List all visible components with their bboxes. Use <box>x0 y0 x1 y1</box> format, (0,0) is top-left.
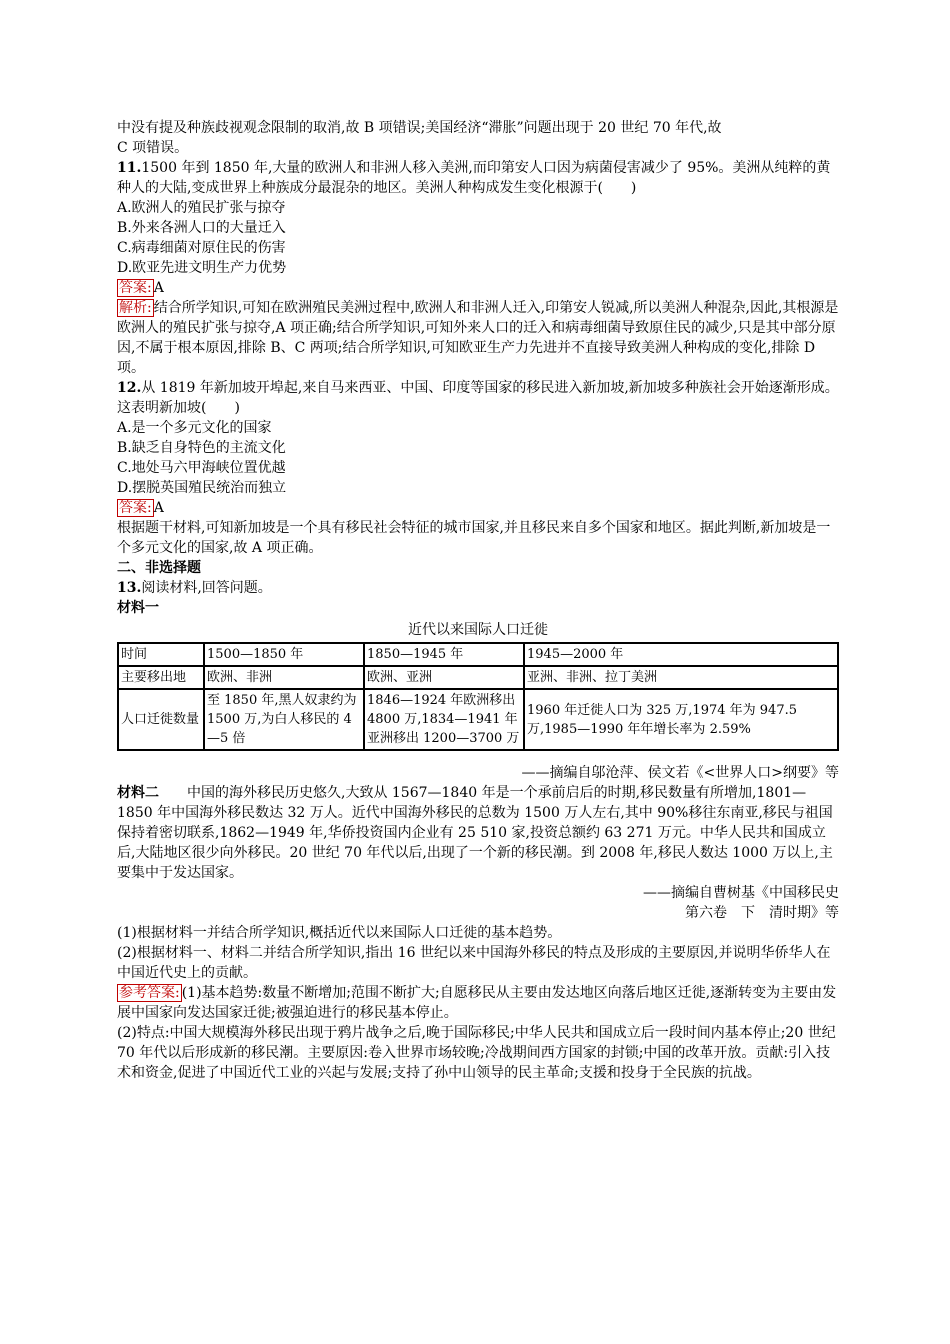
reference-answer-text: (1)基本趋势:数量不断增加;范围不断扩大;自愿移民从主要由发达地区向落后地区迁徙,逐渐转变为主要由发展中国家向发达国家迁徙;被强迫进行的移民基本停止。 <box>117 985 837 1021</box>
source-citation-2: ——摘编自曹树基《中国移民史 <box>643 885 839 901</box>
material-2 <box>117 783 839 883</box>
option-a: A.是一个多元文化的国家 <box>117 420 272 436</box>
question-stem: 1500 年到 1850 年,大量的欧洲人和非洲人移入美洲,而印第安人口因为病菌侵害减少了 95%。美洲从纯粹的黄种人的大陆,变成世界上种族成分最混杂的地区。美洲人种构成发生变化根源于( ) <box>117 160 831 196</box>
table-row <box>118 666 838 689</box>
question-number: 13. <box>117 580 142 596</box>
intro-line-1: 中没有提及种族歧视观念限制的取消,故 B 项错误;美国经济“滞胀”问题出现于 20 世纪 70 年代,故 <box>117 120 722 136</box>
intro-line-2: C 项错误。 <box>117 140 189 156</box>
material-2-label: 材料二 <box>117 785 159 801</box>
material-1-label: 材料一 <box>117 600 159 616</box>
option-d: D.欧亚先进文明生产力优势 <box>117 260 287 276</box>
question-12 <box>117 378 839 418</box>
answer-value: A <box>153 500 164 516</box>
question-11 <box>117 158 839 198</box>
reference-answer-label: 参考答案: <box>119 985 180 1001</box>
answer-line <box>117 498 839 518</box>
table-cell: 1945—2000 年 <box>524 643 838 666</box>
table-cell: 1850—1945 年 <box>364 643 524 666</box>
question-number: 12. <box>117 380 142 396</box>
table-row <box>118 689 838 750</box>
question-13 <box>117 578 839 598</box>
source-citation-1: ——摘编自邬沧萍、侯文若《<世界人口>纲要》等 <box>521 765 839 781</box>
migration-table <box>117 642 839 751</box>
option-d: D.摆脱英国殖民统治而独立 <box>117 480 287 496</box>
document-page <box>117 118 839 1083</box>
sub-question-1: (1)根据材料一并结合所学知识,概括近代以来国际人口迁徙的基本趋势。 <box>117 925 562 941</box>
table-cell: 人口迁徙数量 <box>118 689 204 750</box>
table-cell: 1960 年迁徙人口为 325 万,1974 年为 947.5 万,1985—1990 年年增长率为 2.59% <box>524 689 838 750</box>
table-cell: 亚洲、非洲、拉丁美洲 <box>524 666 838 689</box>
answer-label: 答案: <box>119 280 152 296</box>
table-cell: 至 1850 年,黑人奴隶约为 1500 万,为白人移民的 4—5 倍 <box>204 689 364 750</box>
question-number: 11. <box>117 160 142 176</box>
analysis-text: 结合所学知识,可知在欧洲殖民美洲过程中,欧洲人和非洲人迁入,印第安人锐减,所以美洲人种混杂,因此,其根源是欧洲人的殖民扩张与掠夺,A 项正确;结合所学知识,可知外来人口的迁入和病毒细菌导致原住民的减少,只是其中部分原因,不属于根本原因,排除 B、C 两项;结合所学知识,可知欧亚生产力先进并不直接导致美洲人种构成的变化,排除 D 项。 <box>117 300 839 376</box>
option-b: B.缺乏自身特色的主流文化 <box>117 440 286 456</box>
question-stem: 阅读材料,回答问题。 <box>141 580 272 596</box>
option-b: B.外来各洲人口的大量迁入 <box>117 220 286 236</box>
sub-question-2: (2)根据材料一、材料二并结合所学知识,指出 16 世纪以来中国海外移民的特点及形成的主要原因,并说明华侨华人在中国近代史上的贡献。 <box>117 945 831 981</box>
answer-line <box>117 278 839 298</box>
reference-answer-2: (2)特点:中国大规模海外移民出现于鸦片战争之后,晚于国际移民;中华人民共和国成立后一段时间内基本停止;20 世纪 70 年代以后形成新的移民潮。主要原因:卷入世界市场较晚;冷战期间西方国家的封锁;中国的改革开放。贡献:引入技术和资金,促进了中国近代工业的兴起与发展;支持了孙中山领导的民主革命;支援和投身于全民族的抗战。 <box>117 1025 836 1081</box>
table-title: 近代以来国际人口迁徙 <box>408 622 548 638</box>
analysis-line <box>117 298 839 378</box>
answer-value: A <box>153 280 164 296</box>
answer-label: 答案: <box>119 500 152 516</box>
reference-answer-1 <box>117 983 839 1023</box>
option-c: C.病毒细菌对原住民的伤害 <box>117 240 286 256</box>
table-row <box>118 643 838 666</box>
section-heading: 二、非选择题 <box>117 560 201 576</box>
table-cell: 1846—1924 年欧洲移出 4800 万,1834—1941 年亚洲移出 1200—3700 万 <box>364 689 524 750</box>
question-stem: 从 1819 年新加坡开埠起,来自马来西亚、中国、印度等国家的移民进入新加坡,新加坡多种族社会开始逐渐形成。这表明新加坡( ) <box>117 380 839 416</box>
material-2-text: 中国的海外移民历史悠久,大致从 1567—1840 年是一个承前启后的时期,移民数量有所增加,1801—1850 年中国海外移民数达 32 万人。近代中国海外移民的总数为 1500 万人左右,其中 90%移往东南亚,移民与祖国保持着密切联系,1862—1949 年,华侨投资国内企业有 25 510 家,投资总额约 63 271 万元。中华人民共和国成立后,大陆地区很少向外移民。20 世纪 70 年代以后,出现了一个新的移民潮。到 2008 年,移民人数达 1000 万以上,主要集中于发达国家。 <box>117 785 833 881</box>
table-cell: 时间 <box>118 643 204 666</box>
analysis-text: 根据题干材料,可知新加坡是一个具有移民社会特征的城市国家,并且移民来自多个国家和地区。据此判断,新加坡是一个多元文化的国家,故 A 项正确。 <box>117 520 831 556</box>
table-cell: 主要移出地 <box>118 666 204 689</box>
source-citation-2b: 第六卷 下 清时期》等 <box>685 905 839 921</box>
table-cell: 1500—1850 年 <box>204 643 364 666</box>
table-cell: 欧洲、亚洲 <box>364 666 524 689</box>
analysis-label: 解析: <box>119 300 152 316</box>
option-c: C.地处马六甲海峡位置优越 <box>117 460 286 476</box>
table-cell: 欧洲、非洲 <box>204 666 364 689</box>
option-a: A.欧洲人的殖民扩张与掠夺 <box>117 200 286 216</box>
